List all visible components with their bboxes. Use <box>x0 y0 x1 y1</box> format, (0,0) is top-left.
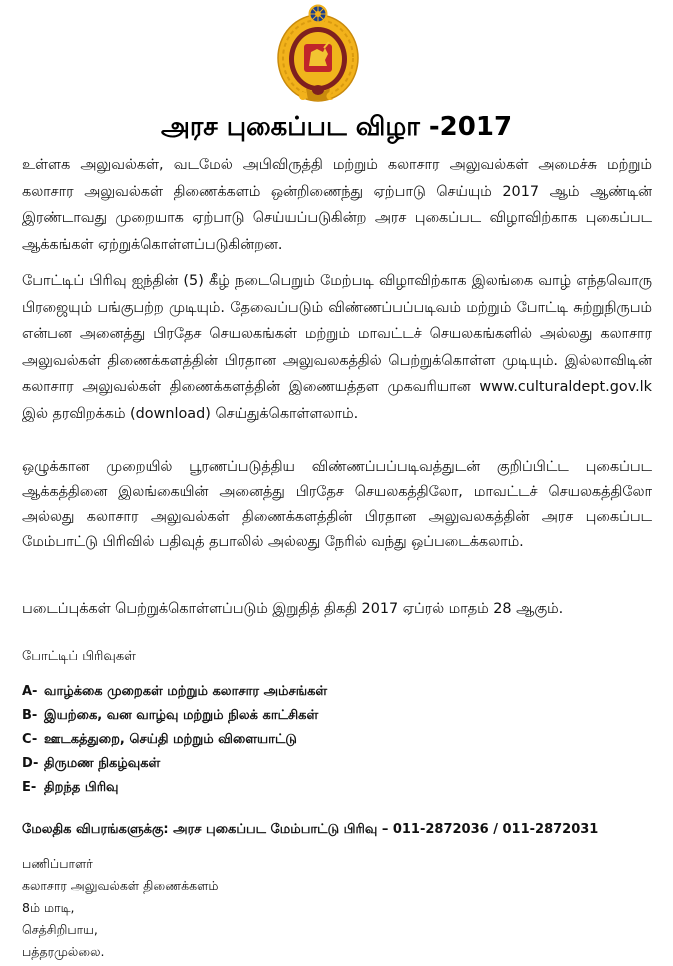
category-letter: D- <box>22 756 39 771</box>
page-title: அரச புகைப்பட விழா -2017 <box>160 112 513 142</box>
contact-info: மேலதிக விபரங்களுக்கு: அரச புகைப்பட மேம்பாட்டு பிரிவு – 011-2872036 / 011-2872031 <box>22 822 599 837</box>
sri-lanka-emblem-icon <box>273 4 363 104</box>
category-letter: B- <box>22 708 38 723</box>
address-block <box>22 856 218 966</box>
list-item <box>22 732 327 756</box>
deadline-text: படைப்புக்கள் பெற்றுக்கொள்ளப்படும் இறுதித் திகதி 2017 ஏப்ரல் மாதம் 28 ஆகும். <box>22 601 564 617</box>
category-label: திறந்த பிரிவு <box>44 780 119 795</box>
intro-paragraph: உள்ளக அலுவல்கள், வடமேல் அபிவிருத்தி மற்றும் கலாசார அலுவல்கள் அமைச்சு மற்றும் கலாசார அலுவல்கள் திணைக்களம் ஒன்றிணைந்து ஏற்பாடு செய்யும் 2017 ஆம் ஆண்டின் இரண்டாவது முறையாக ஏற்பாடு செய்யப்படுகின்ற அரச புகைப்பட விழாவிற்காக புகைப்பட ஆக்கங்கள் ஏற்றுக்கொள்ளப்படுகின்றன. <box>22 157 652 253</box>
category-label: ஊடகத்துறை, செய்தி மற்றும் விளையாட்டு <box>44 732 297 747</box>
address-line: பத்தரமுல்லை. <box>22 944 105 959</box>
categories-heading: போட்டிப் பிரிவுகள் <box>22 649 136 664</box>
category-letter: A- <box>22 684 38 699</box>
category-letter: C- <box>22 732 38 747</box>
submission-paragraph: ஒழுக்கான முறையில் பூரணப்படுத்திய விண்ணப்பப்படிவத்துடன் குறிப்பிட்ட புகைப்பட ஆக்கத்தினை இலங்கையின் அனைத்து பிரதேச செயலகத்திலோ, மாவட்டச் செயலகத்திலோ அல்லது கலாசார அலுவல்கள் திணைக்களத்தின் பிரதான அலுவலகத்தின் அரச புகைப்பட மேம்பாட்டு பிரிவில் பதிவுத் தபாலில் அல்லது நேரில் வந்து ஒப்படைக்கலாம். <box>22 459 652 550</box>
list-item <box>22 756 327 780</box>
category-label: இயற்கை, வன வாழ்வு மற்றும் நிலக் காட்சிகள் <box>44 708 319 723</box>
categories-list <box>22 684 327 804</box>
address-line: செத்சிறிபாய, <box>22 922 98 937</box>
list-item <box>22 780 327 804</box>
list-item <box>22 708 327 732</box>
list-item <box>22 684 327 708</box>
address-line: 8ம் மாடி, <box>22 900 75 915</box>
category-letter: E- <box>22 780 37 795</box>
eligibility-paragraph: போட்டிப் பிரிவு ஐந்தின் (5) கீழ் நடைபெறும் மேற்படி விழாவிற்காக இலங்கை வாழ் எந்தவொரு பிரஜையும் பங்குபற்ற முடியும். தேவைப்படும் விண்ணப்பப்படிவம் மற்றும் போட்டி சுற்றுநிருபம் என்பன அனைத்து பிரதேச செயலகங்கள் மற்றும் மாவட்டச் செயலகங்களில் அல்லது கலாசார அலுவல்கள் திணைக்களத்தின் பிரதான அலுவலகத்தில் பெற்றுக்கொள்ள முடியும். இல்லாவிடின் கலாசார அலுவல்கள் திணைக்களத்தின் இணையத்தள முகவரியான www.culturaldept.gov.lk இல் தரவிறக்கம் (download) செய்துக்கொள்ளலாம். <box>22 273 652 422</box>
category-label: திருமண நிகழ்வுகள் <box>44 756 161 771</box>
category-label: வாழ்க்கை முறைகள் மற்றும் கலாசார அம்சங்கள் <box>44 684 328 699</box>
address-line: கலாசார அலுவல்கள் திணைக்களம் <box>22 878 219 893</box>
address-line: பணிப்பாளர் <box>22 856 93 871</box>
